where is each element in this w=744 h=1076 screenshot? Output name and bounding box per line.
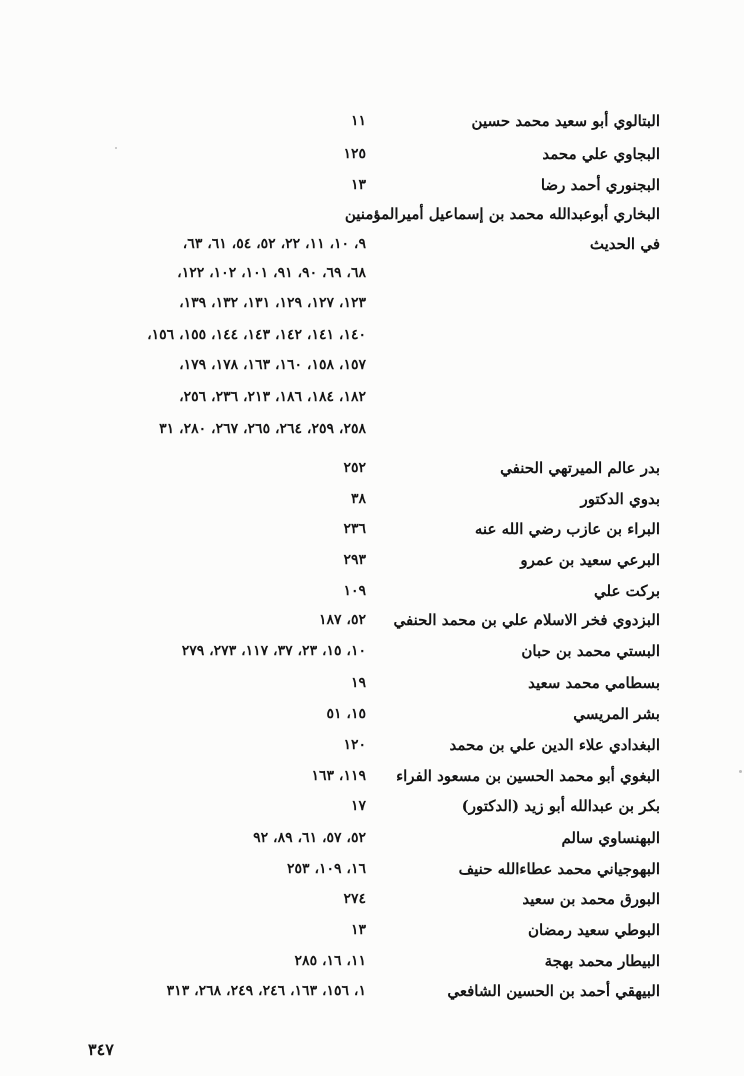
entry-name: بكر بن عبدالله أبو زيد (الدكتور) xyxy=(461,797,660,815)
index-entry xyxy=(0,976,744,1006)
entry-pages: ١١، ١٦، ٢٨٥ xyxy=(294,953,366,969)
entry-name: بسطامي محمد سعيد xyxy=(528,674,660,692)
index-entry xyxy=(0,320,744,350)
entry-pages: ٢٣٦ xyxy=(343,521,366,537)
entry-pages: ١٢٣، ١٢٧، ١٢٩، ١٣١، ١٣٢، ١٣٩، xyxy=(179,295,366,311)
entry-pages: ٣٨ xyxy=(350,491,366,507)
entry-name: البورق محمد بن سعيد xyxy=(522,890,660,908)
entry-pages: ٥٢، ١٨٧ xyxy=(318,612,366,628)
index-entry xyxy=(0,453,744,483)
index-entry xyxy=(0,199,744,229)
index-entry xyxy=(0,915,744,945)
index-entry xyxy=(0,258,744,288)
index-entry xyxy=(0,761,744,791)
entry-pages: ١٥٧، ١٥٨، ١٦٠، ١٦٣، ١٧٨، ١٧٩، xyxy=(179,357,366,373)
entry-pages: ١، ١٥٦، ١٦٣، ٢٤٦، ٢٤٩، ٢٦٨، ٣١٣ xyxy=(166,983,366,999)
entry-name: البرعي سعيد بن عمرو xyxy=(520,551,660,569)
index-entry xyxy=(0,730,744,760)
entry-name: بدر عالم الميرتهي الحنفي xyxy=(500,459,660,477)
entry-name: بركت علي xyxy=(594,582,660,600)
index-entry xyxy=(0,823,744,853)
index-entry xyxy=(0,668,744,698)
entry-pages: ١١ xyxy=(350,113,366,129)
index-entry xyxy=(0,350,744,380)
entry-name: البوطي سعيد رمضان xyxy=(528,921,660,939)
entry-name: بدوي الدكتور xyxy=(580,490,660,508)
index-entry xyxy=(0,946,744,976)
entry-name: البهوجياني محمد عطاءالله حنيف xyxy=(458,860,660,878)
scan-speck xyxy=(739,770,742,773)
entry-pages: ٢٧٤ xyxy=(343,891,366,907)
entry-name: البجنوري أحمد رضا xyxy=(540,176,660,194)
entry-pages: ١٩ xyxy=(350,675,366,691)
entry-name: البهنساوي سالم xyxy=(561,829,660,847)
entry-name: بشر المريسي xyxy=(573,705,660,723)
entry-pages: ١٦، ١٠٩، ٢٥٣ xyxy=(287,861,366,877)
entry-name: البخاري أبوعبدالله محمد بن إسماعيل أميرالمؤمنين xyxy=(344,205,660,223)
entry-pages: ٦٨، ٦٩، ٩٠، ٩١، ١٠١، ١٠٢، ١٢٢، xyxy=(177,265,366,281)
index-entry xyxy=(0,854,744,884)
index-entry xyxy=(0,605,744,635)
entry-name: البستي محمد بن حبان xyxy=(521,642,660,660)
entry-name: البزدوي فخر الاسلام علي بن محمد الحنفي xyxy=(393,611,660,629)
entry-name: البغدادي علاء الدين علي بن محمد xyxy=(449,736,660,754)
index-entry xyxy=(0,382,744,412)
entry-name: البيهقي أحمد بن الحسين الشافعي xyxy=(447,982,660,1000)
index-entry xyxy=(0,545,744,575)
entry-pages: ١٧ xyxy=(350,798,366,814)
index-entry xyxy=(0,139,744,169)
entry-pages: ١٤٠، ١٤١، ١٤٢، ١٤٣، ١٤٤، ١٥٥، ١٥٦، xyxy=(147,327,366,343)
entry-pages: ١٢٥ xyxy=(343,146,366,162)
entry-name: البتالوي أبو سعيد محمد حسين xyxy=(471,112,660,130)
entry-pages: ٩، ١٠، ١١، ٢٢، ٥٢، ٥٤، ٦١، ٦٣، xyxy=(182,236,366,252)
page-number: ٣٤٧ xyxy=(88,1040,114,1059)
entry-pages: ١٠، ١٥، ٢٣، ٣٧، ١١٧، ٢٧٣، ٢٧٩ xyxy=(181,643,366,659)
index-entry xyxy=(0,514,744,544)
index-entry xyxy=(0,106,744,136)
index-entry xyxy=(0,170,744,200)
entry-pages: ١٣ xyxy=(350,922,366,938)
entry-pages: ٢٥٢ xyxy=(343,460,366,476)
entry-pages: ١٥، ٥١ xyxy=(326,706,366,722)
index-entry xyxy=(0,414,744,444)
index-entry xyxy=(0,791,744,821)
index-entry xyxy=(0,576,744,606)
entry-pages: ٢٩٣ xyxy=(343,552,366,568)
index-entry xyxy=(0,699,744,729)
entry-pages: ١٨٢، ١٨٤، ١٨٦، ٢١٣، ٢٣٦، ٢٥٦، xyxy=(179,389,366,405)
entry-name: في الحديث xyxy=(589,235,660,253)
entry-name: البيطار محمد بهجة xyxy=(544,952,660,970)
entry-pages: ٥٢، ٥٧، ٦١، ٨٩، ٩٢ xyxy=(253,830,366,846)
index-entry xyxy=(0,884,744,914)
entry-pages: ١١٩، ١٦٣ xyxy=(311,768,366,784)
entry-name: البغوي أبو محمد الحسين بن مسعود الفراء xyxy=(396,767,660,785)
index-entry xyxy=(0,288,744,318)
entry-pages: ١٠٩ xyxy=(343,583,366,599)
entry-name: البراء بن عازب رضي الله عنه xyxy=(474,520,660,538)
index-entry xyxy=(0,636,744,666)
entry-pages: ١٢٠ xyxy=(343,737,366,753)
entry-pages: ١٣ xyxy=(350,177,366,193)
entry-pages: ٢٥٨، ٢٥٩، ٢٦٤، ٢٦٥، ٢٦٧، ٢٨٠، ٣١ xyxy=(159,421,366,437)
entry-name: البجاوي علي محمد xyxy=(542,145,660,163)
index-entry xyxy=(0,229,744,259)
index-entry xyxy=(0,484,744,514)
scan-speck xyxy=(115,147,117,149)
